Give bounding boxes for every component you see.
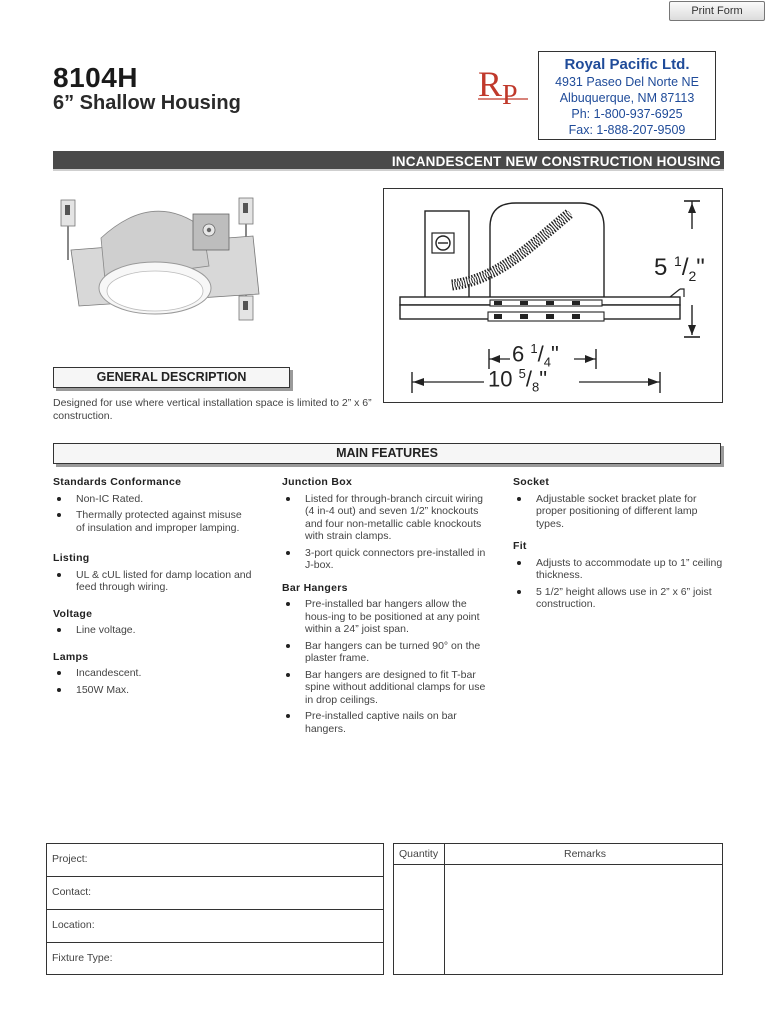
feature-group bbox=[282, 476, 492, 572]
feature-group bbox=[53, 552, 253, 594]
outer-width-label: 10 $^5/_8$" bbox=[488, 366, 548, 395]
remarks-field[interactable] bbox=[446, 865, 723, 975]
company-name: Royal Pacific Ltd. bbox=[564, 56, 690, 73]
feature-list bbox=[53, 493, 253, 535]
inner-width-unit: " bbox=[550, 341, 559, 367]
feature-item: Listed for through-branch circuit wiring (4 in-4 out) and seven 1/2” knockouts and four non-metallic cable knockouts with strain clamps. bbox=[282, 493, 492, 543]
company-address-2: Albuquerque, NM 87113 bbox=[559, 91, 695, 105]
inner-width-frac-num: 1 bbox=[530, 341, 538, 356]
feature-list bbox=[53, 569, 253, 594]
outer-width-frac-num: 5 bbox=[518, 366, 526, 381]
feature-item: 5 1/2” height allows use in 2” x 6” joist construction. bbox=[513, 586, 723, 611]
feature-list bbox=[53, 667, 253, 696]
height-frac-num: 1 bbox=[674, 253, 682, 269]
company-info-box bbox=[538, 51, 716, 140]
outer-width-whole: 10 bbox=[488, 366, 513, 392]
feature-group bbox=[53, 608, 253, 637]
feature-group-title: Lamps bbox=[53, 650, 89, 663]
general-description-text: Designed for use where vertical installation space is limited to 2” x 6” construction. bbox=[53, 397, 372, 422]
feature-group bbox=[53, 651, 253, 697]
remarks-label: Remarks bbox=[563, 848, 606, 860]
feature-group bbox=[53, 476, 253, 534]
feature-item: 150W Max. bbox=[53, 684, 253, 697]
feature-item: Incandescent. bbox=[53, 667, 253, 680]
feature-group-title: Bar Hangers bbox=[282, 581, 348, 594]
svg-text:R: R bbox=[478, 64, 503, 104]
inner-width-frac-den: 4 bbox=[543, 354, 551, 370]
feature-item: Thermally protected against misuse of insulation and improper lamping. bbox=[53, 509, 253, 534]
feature-group-title: Listing bbox=[53, 552, 90, 564]
feature-item: Line voltage. bbox=[53, 624, 253, 637]
features-column-3 bbox=[513, 476, 723, 621]
company-address-1: 4931 Paseo Del Norte NE bbox=[555, 75, 699, 89]
features-column-1 bbox=[53, 476, 253, 706]
outer-width-frac-den: 8 bbox=[531, 379, 540, 395]
quantity-label: Quantity bbox=[399, 848, 439, 860]
feature-group bbox=[513, 540, 723, 611]
print-form-button[interactable]: Print Form bbox=[669, 1, 765, 21]
project-label: Project: bbox=[52, 853, 88, 865]
feature-group-title: Voltage bbox=[53, 607, 93, 620]
feature-list bbox=[53, 624, 253, 637]
feature-group-title: Standards Conformance bbox=[53, 476, 182, 488]
location-label: Location: bbox=[52, 919, 95, 931]
quantity-remarks-form bbox=[393, 843, 723, 975]
feature-item: Non-IC Rated. bbox=[53, 493, 253, 506]
feature-item: Bar hangers can be turned 90° on the plaster frame. bbox=[282, 640, 492, 665]
fixture-type-label: Fixture Type: bbox=[52, 952, 113, 964]
fixture-type-field[interactable] bbox=[47, 943, 383, 976]
feature-list bbox=[513, 557, 723, 611]
company-phone: Ph: 1-800-937-6925 bbox=[571, 107, 683, 121]
contact-label: Contact: bbox=[52, 886, 92, 898]
project-info-form bbox=[46, 843, 384, 975]
inner-width-label: 6 $^1/_4$" bbox=[512, 341, 559, 370]
feature-item: UL & cUL listed for damp location and feed through wiring. bbox=[53, 569, 253, 594]
inner-width-whole: 6 bbox=[512, 341, 525, 367]
feature-group bbox=[282, 582, 492, 736]
company-fax: Fax: 1-888-207-9509 bbox=[568, 123, 686, 137]
feature-item: Pre-installed bar hangers allow the hous-ing to be positioned at any point within a 24” joist span. bbox=[282, 598, 492, 636]
feature-item: Adjustable socket bracket plate for proper positioning of different lamp types. bbox=[513, 493, 723, 531]
feature-item: Pre-installed captive nails on bar hangers. bbox=[282, 710, 492, 735]
product-photo bbox=[53, 188, 273, 328]
housing-drawing bbox=[384, 189, 724, 404]
feature-list bbox=[282, 493, 492, 572]
project-field[interactable] bbox=[47, 844, 383, 877]
height-whole: 5 bbox=[654, 254, 668, 281]
main-features-label: MAIN FEATURES bbox=[53, 443, 721, 464]
svg-text:P: P bbox=[502, 80, 518, 108]
height-frac-den: 2 bbox=[688, 267, 697, 284]
feature-group-title: Fit bbox=[513, 540, 527, 552]
feature-list bbox=[513, 493, 723, 531]
contact-field[interactable] bbox=[47, 877, 383, 910]
rp-logo bbox=[476, 62, 534, 108]
outer-width-unit: " bbox=[539, 366, 548, 392]
dimension-diagram bbox=[383, 188, 723, 403]
feature-item: 3-port quick connectors pre-installed in J-box. bbox=[282, 547, 492, 572]
feature-group bbox=[513, 476, 723, 530]
height-unit: " bbox=[696, 254, 705, 281]
category-banner: INCANDESCENT NEW CONSTRUCTION HOUSING bbox=[53, 151, 724, 171]
model-number: 8104H bbox=[53, 62, 139, 93]
feature-list bbox=[282, 598, 492, 735]
feature-item: Adjusts to accommodate up to 1” ceiling thickness. bbox=[513, 557, 723, 582]
product-subtitle: 6” Shallow Housing bbox=[53, 92, 241, 114]
feature-group-title: Socket bbox=[513, 476, 550, 488]
feature-group-title: Junction Box bbox=[282, 476, 353, 488]
height-dimension-label: 5 $^1/_2$" bbox=[654, 253, 705, 284]
location-field[interactable] bbox=[47, 910, 383, 943]
general-description-label: GENERAL DESCRIPTION bbox=[53, 367, 290, 388]
feature-item: Bar hangers are designed to fit T-bar spine without additional clamps for use in drop ceilings. bbox=[282, 669, 492, 707]
features-column-2 bbox=[282, 476, 492, 745]
